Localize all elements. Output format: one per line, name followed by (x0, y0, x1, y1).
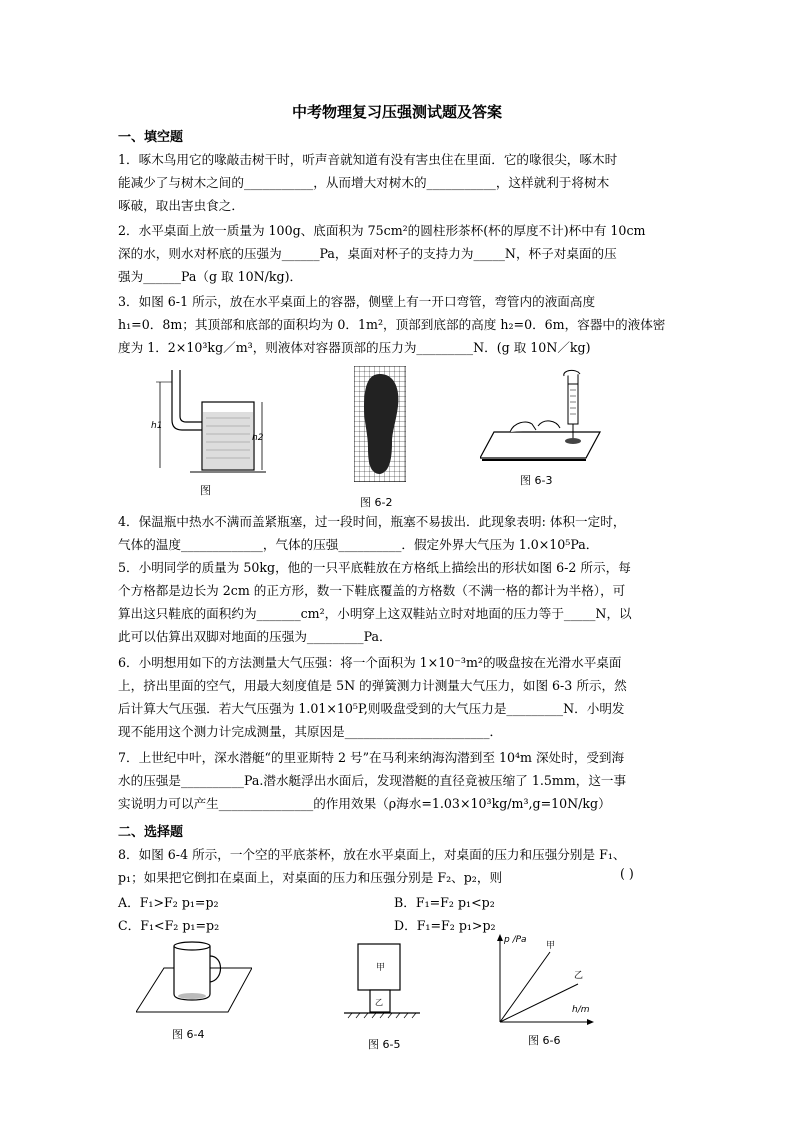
question-6-line-2: 上，挤出里面的空气，用最大刻度值是 5N 的弹簧测力计测量大气压力，如图 6-3 所示，然 (118, 678, 627, 693)
question-3-line-1: 3．如图 6-1 所示，放在水平桌面上的容器，侧壁上有一开口弯管，弯管内的液面高度 (118, 294, 596, 309)
figure-suction-cup-scale (480, 368, 608, 468)
question-1-line-1: 1．啄木鸟用它的喙敲击树干时，听声音就知道有没有害虫住在里面．它的喙很尖，啄木时 (118, 152, 618, 167)
question-6-line-4: 现不能用这个测力计完成测量，其原因是_______________________． (118, 724, 503, 739)
label-h2: h2 (252, 433, 264, 443)
graph-y-label: p /Pa (504, 935, 527, 945)
option-a: A．F₁>F₂ p₁=p₂ (118, 895, 219, 910)
graph-line-label-yi: 乙 (574, 971, 584, 981)
question-3-line-2: h₁=0．8m；其顶部和底部的面积均为 0．1m²，顶部到底部的高度 h₂=0．6m，容器中的液体密 (118, 317, 666, 332)
question-7-line-3: 实说明力可以产生_______________的作用效果（ρ海水=1.03×10³kg/m³,g=10N/kg） (118, 796, 611, 811)
question-5-line-2: 个方格都是边长为 2cm 的正方形，数一下鞋底覆盖的方格数（不满一格的都计为半格），可 (118, 583, 626, 598)
question-3 (118, 290, 678, 359)
section-heading-fill-in: 一、填空题 (118, 130, 184, 145)
document-title: 中考物理复习压强测试题及答案 (291, 103, 502, 121)
question-6 (118, 651, 678, 743)
question-1-line-2: 能减少了与树木之间的___________，从而增大对树木的___________，这样就利于将树木 (118, 175, 610, 190)
question-4 (118, 510, 678, 556)
question-8-line-2: p₁；如果把它倒扣在桌面上，对桌面的压力和压强分别是 F₂、p₂，则 (118, 870, 503, 885)
question-1 (118, 148, 678, 217)
question-6-line-3: 后计算大气压强．若大气压强为 1.01×10⁵P,则吸盘受到的大气压力是_________N．小明发 (118, 701, 625, 716)
question-8-answer-bracket: ( ) (620, 866, 634, 881)
question-4-line-1: 4．保温瓶中热水不满而盖紧瓶塞，过一段时间，瓶塞不易拔出．此现象表明: 体积一定时， (118, 514, 626, 529)
question-5-line-1: 5．小明同学的质量为 50kg，他的一只平底鞋放在方格纸上描绘出的形状如图 6-2 所示，每 (118, 560, 631, 575)
question-7-line-1: 7．上世纪中叶，深水潜艇“的里亚斯特 2 号”在马利来纳海沟潜到至 10⁴m 深处时，受到海 (118, 750, 625, 765)
question-2-line-3: 强为______Pa（g 取 10N/kg)． (118, 269, 303, 284)
graph-line-label-jia: 甲 (546, 941, 556, 951)
figure-6-caption: 图 6-6 (528, 1034, 561, 1047)
figure-cup-on-table (136, 940, 252, 1020)
section-heading-choice: 二、选择题 (118, 825, 184, 840)
option-b: B．F₁=F₂ p₁<p₂ (394, 895, 495, 910)
graph-x-label: h/m (572, 1005, 590, 1015)
question-7 (118, 746, 678, 815)
figure-container-bent-tube (150, 368, 270, 480)
question-1-line-3: 啄破，取出害虫食之． (118, 198, 244, 213)
question-2 (118, 219, 678, 288)
question-7-line-2: 水的压强是__________Pa.潜水艇浮出水面后，发现潜艇的直径竟被压缩了 1.5mm，这一事 (118, 773, 627, 788)
question-2-line-1: 2．水平桌面上放一质量为 100g、底面积为 75cm²的圆柱形茶杯(杯的厚度不计)杯中有 10cm (118, 223, 646, 238)
option-c: C．F₁<F₂ p₁=p₂ (118, 918, 220, 933)
question-6-line-1: 6．小明想用如下的方法测量大气压强：将一个面积为 1×10⁻³m²的吸盘按在光滑水平桌面 (118, 655, 622, 670)
figure-shoe-grid (354, 366, 406, 482)
label-h1: h1 (151, 421, 163, 431)
option-d: D．F₁=F₂ p₁>p₂ (394, 918, 496, 933)
block-label-top: 甲 (376, 963, 386, 973)
figure-2-caption: 图 6-2 (360, 496, 393, 509)
question-5 (118, 556, 678, 648)
question-8 (118, 843, 678, 889)
block-label-bottom: 乙 (375, 998, 383, 1007)
figure-pressure-depth-graph (486, 932, 596, 1028)
question-5-line-4: 此可以估算出双脚对地面的压强为_________Pa． (118, 629, 392, 644)
question-2-line-2: 深的水，则水对杯底的压强为______Pa，桌面对杯子的支持力为_____N，杯子对桌面的压 (118, 246, 617, 261)
figure-5-caption: 图 6-5 (368, 1038, 401, 1051)
graph-line-yi (500, 984, 578, 1022)
question-4-line-2: 气体的温度_____________，气体的压强__________．假定外界大气压为 1.0×10⁵Pa． (118, 537, 599, 552)
question-3-line-3: 度为 1．2×10³kg／m³，则液体对容器顶部的压力为_________N．(g 取 10N／kg) (118, 340, 591, 355)
figure-1-caption: 图 (200, 484, 211, 497)
question-8-line-1: 8．如图 6-4 所示，一个空的平底茶杯，放在水平桌面上，对桌面的压力和压强分别是 F₁、 (118, 847, 626, 862)
figure-stacked-blocks (340, 942, 430, 1030)
graph-line-jia (500, 952, 550, 1022)
figure-3-caption: 图 6-3 (520, 474, 553, 487)
question-5-line-3: 算出这只鞋底的面积约为_______cm²，小明穿上这双鞋站立时对地面的压力等于_____N，以 (118, 606, 632, 621)
figure-4-caption: 图 6-4 (172, 1028, 205, 1041)
